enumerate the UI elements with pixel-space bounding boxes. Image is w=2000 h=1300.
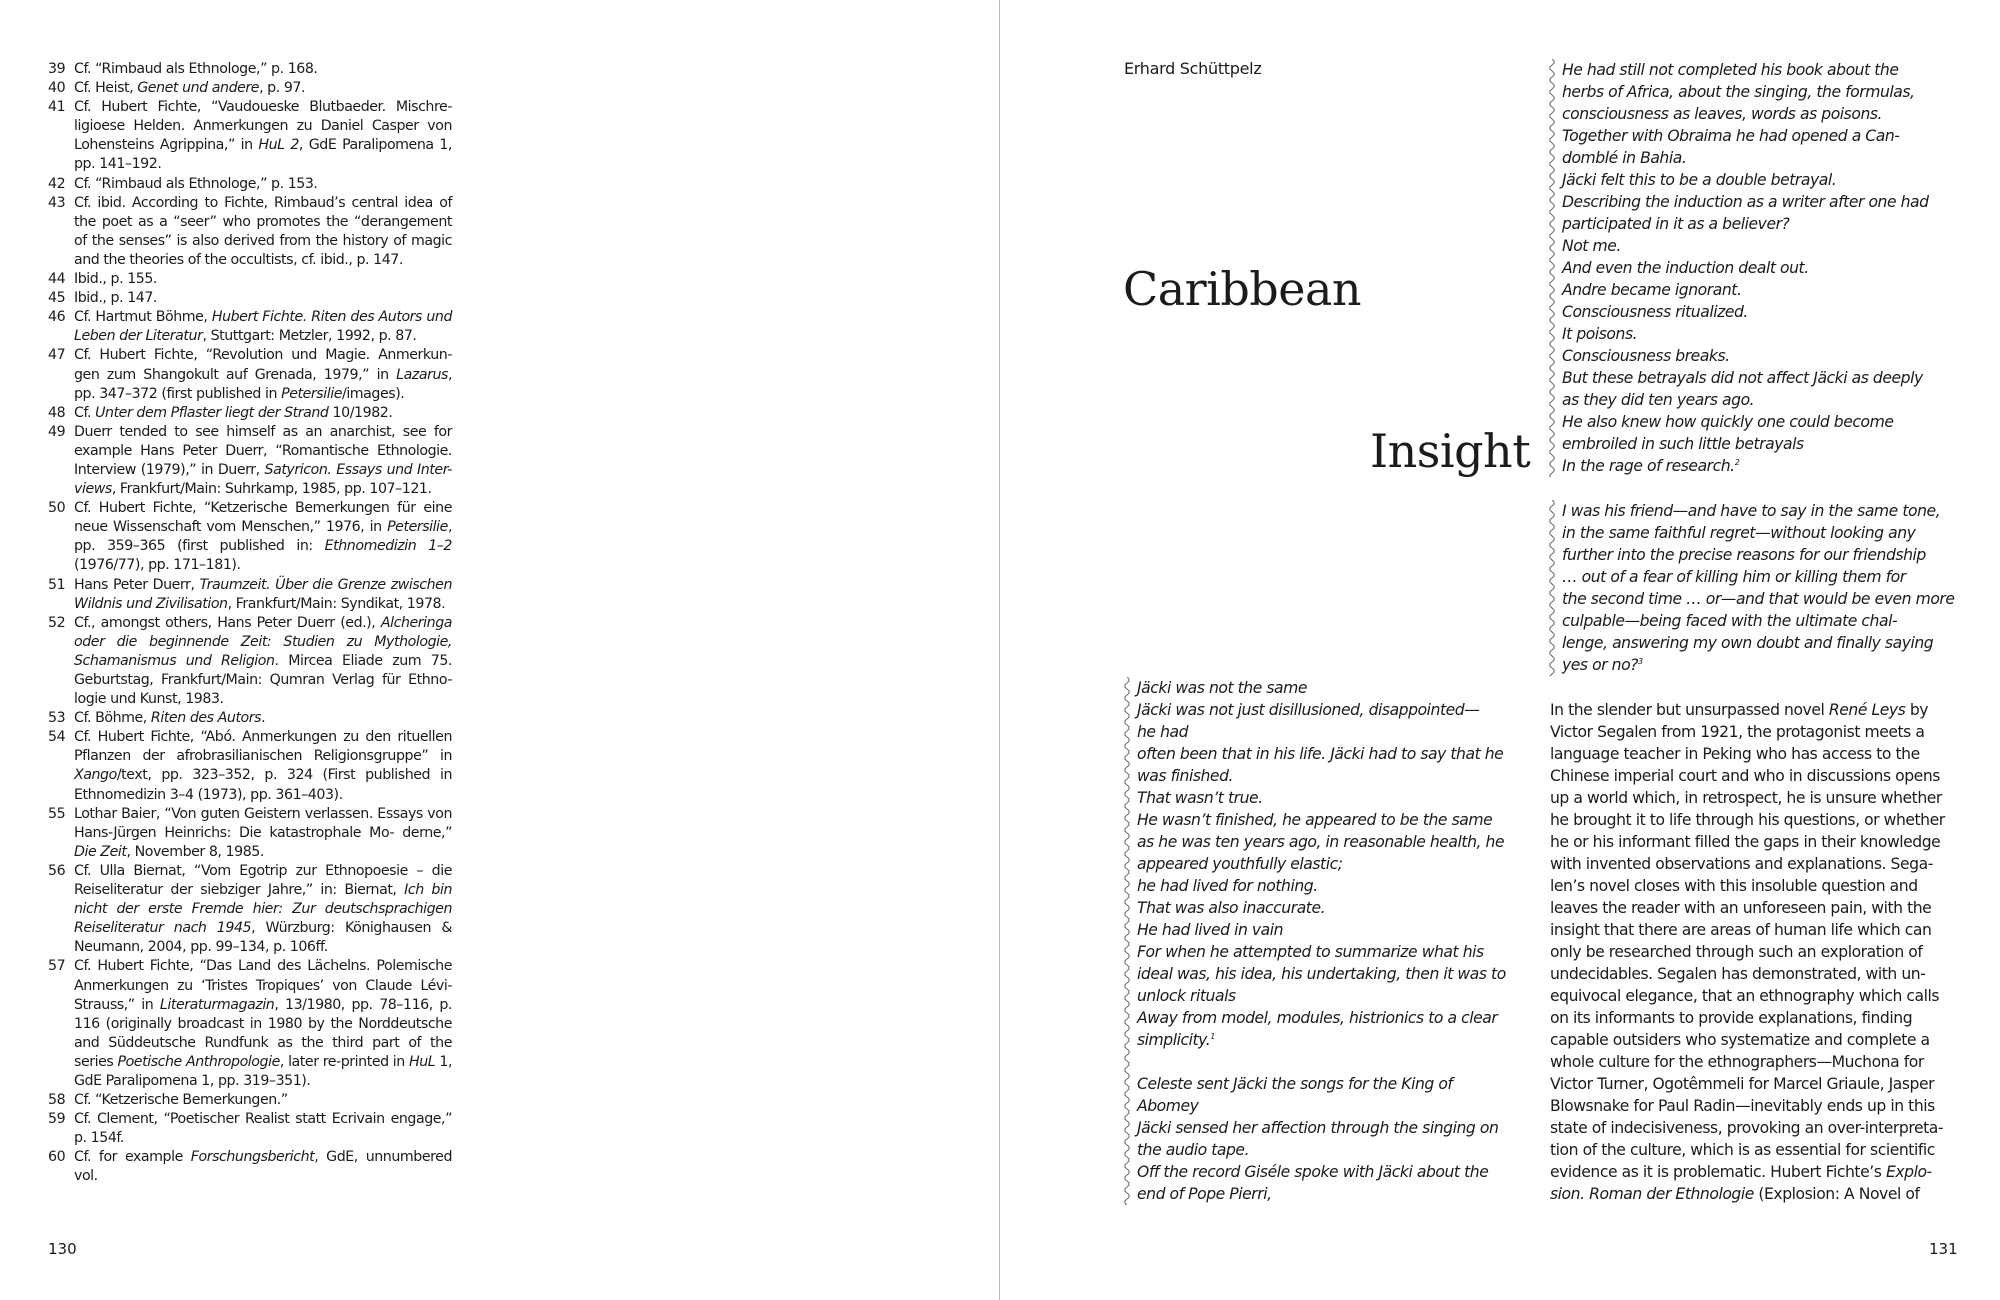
poem-line: was finished. (1137, 767, 1234, 785)
poem-line: Jäcki was not just disillusioned, disappointed— (1137, 701, 1480, 719)
poem-line: as they did ten years ago. (1562, 391, 1755, 409)
footnote (48, 270, 452, 289)
title-word-insight: Insight (1370, 424, 1531, 478)
body-line: sion. Roman der Ethnologie (Explosion: A Novel of (1550, 1185, 1920, 1203)
poem-line: ideal was, his idea, his undertaking, then it was to (1137, 965, 1506, 983)
body-line: he or his informant filled the gaps in their knowledge (1550, 833, 1941, 851)
footnote (48, 98, 452, 174)
poem-line: consciousness as leaves, words as poisons. (1562, 105, 1883, 123)
poem-line: the audio tape. (1137, 1141, 1250, 1159)
poem-line: Andre became ignorant. (1562, 281, 1742, 299)
author-name: Erhard Schüttpelz (1124, 59, 1262, 78)
poem-line: In the rage of research.$^2$ (1562, 457, 1740, 475)
footnote-number: 44 (48, 271, 66, 288)
poem-line: he had (1137, 723, 1189, 741)
footnote-number: 60 (48, 1149, 66, 1166)
body-line: equivocal elegance, that an ethnography which calls (1550, 987, 1940, 1005)
poem-line: He had lived in vain (1137, 921, 1284, 939)
poem-line: That was also inaccurate. (1137, 899, 1326, 917)
body-line: Victor Segalen from 1921, the protagonist meets a (1550, 723, 1925, 741)
body-line: Victor Turner, Ogotêmmeli for Marcel Griaule, Jasper (1550, 1075, 1935, 1093)
left-page (0, 0, 999, 1300)
footnote-text: Cf. for example Forschungsbericht, GdE, unnumbered vol. (74, 1149, 452, 1185)
body-line: len’s novel closes with this insoluble question and (1550, 877, 1918, 895)
poem-line: And even the induction dealt out. (1562, 259, 1809, 277)
poem-line: Jäcki felt this to be a double betrayal. (1562, 171, 1837, 189)
footnote-number: 52 (48, 614, 66, 631)
body-line: capable outsiders who systematize and complete a (1550, 1031, 1930, 1049)
poem-line: Together with Obraima he had opened a Can- (1562, 127, 1900, 145)
footnote-text: Cf. Clement, “Poetischer Realist statt Ecrivain engage,” p. 154f. (74, 1111, 452, 1147)
body-line: with invented observations and explanations. Sega- (1550, 855, 1933, 873)
poem-quote-middle (1562, 500, 1962, 676)
footnote (48, 60, 452, 79)
poem-quote-left (1137, 677, 1537, 1205)
body-line: In the slender but unsurpassed novel René Leys by (1550, 701, 1929, 719)
poem-line: Describing the induction as a writer after one had (1562, 193, 1929, 211)
footnote-number: 48 (48, 404, 66, 421)
poem-line: Abomey (1137, 1097, 1199, 1115)
footnote-text: Cf. Hubert Fichte, “Abó. Anmerkungen zu den rituellen Pflanzen der afrobrasilianischen Religionsgruppe” in Xango/text, pp. 323–352, p. 324 (First published in Ethnomedizin 3–4 (1973), pp. 361–403). (74, 729, 452, 803)
footnote (48, 709, 452, 728)
footnote-number: 42 (48, 175, 66, 192)
poem-line: He also knew how quickly one could become (1562, 413, 1894, 431)
footnote-number: 49 (48, 423, 66, 440)
poem-quote-top (1562, 59, 1962, 477)
poem-line: herbs of Africa, about the singing, the formulas, (1562, 83, 1915, 101)
poem-line: … out of a fear of killing him or killing them for (1562, 568, 1906, 586)
footnote-number: 40 (48, 80, 66, 97)
poem-line: It poisons. (1562, 325, 1638, 343)
footnote-text: Cf. Hubert Fichte, “Revolution und Magie. Anmerkun- gen zum Shangokult auf Grenada, 1979,” in Lazarus, pp. 347–372 (first published in Petersilie/images). (74, 347, 452, 402)
poem-line: as he was ten years ago, in reasonable health, he (1137, 833, 1505, 851)
footnote-number: 59 (48, 1111, 66, 1128)
footnote (48, 1091, 452, 1110)
title-word-caribbean: Caribbean (1123, 262, 1361, 316)
footnote (48, 404, 452, 423)
poem-line: Consciousness ritualized. (1562, 303, 1748, 321)
body-line: he brought it to life through his questions, or whether (1550, 811, 1945, 829)
footnote-number: 46 (48, 309, 66, 326)
footnote-text: Cf. “Rimbaud als Ethnologe,” p. 168. (74, 61, 318, 77)
poem-line: lenge, answering my own doubt and finally saying (1562, 634, 1934, 652)
poem-line: Celeste sent Jäcki the songs for the King of (1137, 1075, 1453, 1093)
wavy-rule (1548, 59, 1557, 477)
footnote (48, 862, 452, 957)
body-paragraph (1550, 699, 1952, 1205)
page-number-right: 131 (1929, 1240, 1958, 1258)
footnote-number: 47 (48, 347, 66, 364)
footnote (48, 308, 452, 346)
body-line: Chinese imperial court and who in discussions opens (1550, 767, 1940, 785)
page-number-left: 130 (48, 1240, 77, 1258)
body-line: only be researched through such an exploration of (1550, 943, 1923, 961)
footnote-text: Cf. Hubert Fichte, “Ketzerische Bemerkungen für eine neue Wissenschaft vom Menschen,” 1976, in Petersilie, pp. 359–365 (first published in: Ethnomedizin 1–2 (1976/77), pp. 171–181). (74, 500, 453, 574)
body-line: on its informants to provide explanations, finding (1550, 1009, 1913, 1027)
poem-line: But these betrayals did not affect Jäcki as deeply (1562, 369, 1923, 387)
body-line: evidence as it is problematic. Hubert Fichte’s Explo- (1550, 1163, 1932, 1181)
poem-line: culpable—being faced with the ultimate chal- (1562, 612, 1898, 630)
footnote-number: 45 (48, 290, 66, 307)
poem-line (1137, 1051, 1537, 1073)
footnote-text: Cf. Böhme, Riten des Autors. (74, 710, 266, 727)
poem-line: he had lived for nothing. (1137, 877, 1318, 895)
poem-line: domblé in Bahia. (1562, 149, 1687, 167)
poem-line: end of Pope Pierri, (1137, 1185, 1272, 1203)
poem-line: Consciousness breaks. (1562, 347, 1730, 365)
footnote (48, 79, 452, 98)
poem-line: I was his friend—and have to say in the same tone, (1562, 502, 1941, 520)
footnote-number: 58 (48, 1092, 66, 1109)
footnote-text: Cf., amongst others, Hans Peter Duerr (ed.), Alcheringa oder die beginnende Zeit: Studien zu Mythologie, Schamanismus und Religion. Mircea Eliade zum 75. Geburtstag, Frankfurt/Main: Qumran Verlag für Ethno- logie und Kunst, 1983. (74, 614, 452, 708)
footnote-text: Hans Peter Duerr, Traumzeit. Über die Grenze zwischen Wildnis und Zivilisation, Frankfurt/Main: Syndikat, 1978. (74, 576, 452, 612)
body-line: leaves the reader with an unforeseen pain, with the (1550, 899, 1932, 917)
poem-line: unlock rituals (1137, 987, 1236, 1005)
footnote-text: Cf. Hubert Fichte, “Vaudoueske Blutbaeder. Mischre- ligioese Helden. Anmerkungen zu Daniel Casper von Lohensteins Agrippina,” in HuL 2, GdE Paralipomena 1, pp. 141–192. (74, 99, 452, 173)
footnote-text: Cf. ibid. According to Fichte, Rimbaud’s central idea of the poet as a “seer” who promotes the “derangement of the senses” is also derived from the history of magic and the theories of the occultists, cf. ibid., p. 147. (74, 194, 452, 268)
poem-line: Jäcki sensed her affection through the singing on (1137, 1119, 1499, 1137)
poem-line: For when he attempted to summarize what his (1137, 943, 1484, 961)
body-line: undecidables. Segalen has demonstrated, with un- (1550, 965, 1926, 983)
footnote-number: 56 (48, 862, 66, 879)
footnote-text: Cf. Heist, Genet und andere, p. 97. (74, 80, 306, 97)
footnote (48, 614, 452, 709)
footnote-number: 54 (48, 729, 66, 746)
footnote (48, 728, 452, 804)
footnote-number: 39 (48, 61, 66, 77)
footnote-number: 53 (48, 710, 66, 727)
footnote-text: Cf. Hartmut Böhme, Hubert Fichte. Riten des Autors und Leben der Literatur, Stuttgart: Metzler, 1992, p. 87. (74, 309, 452, 345)
footnote-text: Lothar Baier, “Von guten Geistern verlassen. Essays von Hans-Jürgen Heinrichs: Die katastrophale Mo- derne,” Die Zeit, November 8, 1985. (74, 805, 452, 860)
footnote-number: 43 (48, 194, 66, 211)
poem-line: Away from model, modules, histrionics to a clear (1137, 1009, 1498, 1027)
body-line: language teacher in Peking who has access to the (1550, 745, 1920, 763)
footnote-text: Cf. Unter dem Pflaster liegt der Strand 10/1982. (74, 404, 393, 421)
poem-line: Not me. (1562, 237, 1621, 255)
footnote (48, 805, 452, 862)
wavy-rule (1548, 500, 1557, 676)
footnote-number: 55 (48, 805, 66, 822)
footnote-number: 41 (48, 99, 66, 116)
footnote (48, 423, 452, 499)
poem-line: yes or no?$^3$ (1562, 656, 1643, 674)
footnote-text: Ibid., p. 147. (74, 290, 157, 307)
footnote (48, 175, 452, 194)
poem-line: embroiled in such little betrayals (1562, 435, 1804, 453)
footnote-text: Duerr tended to see himself as an anarchist, see for example Hans Peter Duerr, “Romantische Ethnologie. Interview (1979),” in Duerr, Satyricon. Essays und Inter- views, Frankfurt/Main: Suhrkamp, 1985, pp. 107–121. (74, 423, 452, 498)
poem-line: That wasn’t true. (1137, 789, 1263, 807)
poem-line: He had still not completed his book about the (1562, 61, 1899, 79)
body-line: whole culture for the ethnographers—Muchona for (1550, 1053, 1924, 1071)
footnote-number: 50 (48, 500, 66, 517)
footnote (48, 576, 452, 614)
poem-line: appeared youthfully elastic; (1137, 855, 1343, 873)
poem-line: the second time … or—and that would be even more (1562, 590, 1955, 608)
footnote-text: Cf. “Rimbaud als Ethnologe,” p. 153. (74, 175, 318, 192)
footnote-text: Cf. “Ketzerische Bemerkungen.” (74, 1092, 288, 1109)
footnote (48, 346, 452, 403)
footnote-text: Cf. Hubert Fichte, “Das Land des Lächelns. Polemische Anmerkungen zu ‘Tristes Tropiques’ von Claude Lévi- Strauss,” in Literaturmagazin, 13/1980, pp. 78–116, p. 116 (originally broadcast in 1980 by the Norddeutsche and Süddeutsche Rundfunk as the third part of the series Poetische Anthropologie, later re-printed in HuL 1, GdE Paralipomena 1, pp. 319–351). (74, 958, 453, 1089)
body-line: insight that there are areas of human life which can (1550, 921, 1932, 939)
footnote (48, 957, 452, 1091)
wavy-rule (1123, 677, 1132, 1205)
poem-line: simplicity.$^1$ (1137, 1031, 1215, 1049)
footnote (48, 194, 452, 270)
poem-line: Jäcki was not the same (1137, 679, 1308, 697)
footnote-text: Cf. Ulla Biernat, “Vom Egotrip zur Ethnopoesie – die Reiseliteratur der siebziger Jahre,” in: Biernat, Ich bin nicht der erste Fremde hier: Zur deutschsprachigen Reiseliteratur nach 1945, Würzburg: Könighausen & Neumann, 2004, pp. 99–134, p. 106ff. (74, 862, 452, 956)
footnote (48, 289, 452, 308)
poem-line: participated in it as a believer? (1562, 215, 1790, 233)
poem-line: further into the precise reasons for our friendship (1562, 546, 1926, 564)
poem-line: in the same faithful regret—without looking any (1562, 524, 1916, 542)
footnote-text: Ibid., p. 155. (74, 271, 157, 288)
footnotes (48, 60, 452, 1187)
body-line: state of indecisiveness, provoking an over-interpreta- (1550, 1119, 1944, 1137)
poem-line: often been that in his life. Jäcki had to say that he (1137, 745, 1504, 763)
body-line: up a world which, in retrospect, he is unsure whether (1550, 789, 1942, 807)
footnote (48, 1148, 452, 1186)
footnote (48, 499, 452, 575)
poem-line: He wasn’t finished, he appeared to be the same (1137, 811, 1493, 829)
poem-line: Off the record Giséle spoke with Jäcki about the (1137, 1163, 1489, 1181)
body-line: Blowsnake for Paul Radin—inevitably ends up in this (1550, 1097, 1935, 1115)
footnote-number: 57 (48, 958, 66, 975)
footnote (48, 1110, 452, 1148)
footnote-number: 51 (48, 576, 66, 593)
body-line: tion of the culture, which is as essential for scientific (1550, 1141, 1935, 1159)
